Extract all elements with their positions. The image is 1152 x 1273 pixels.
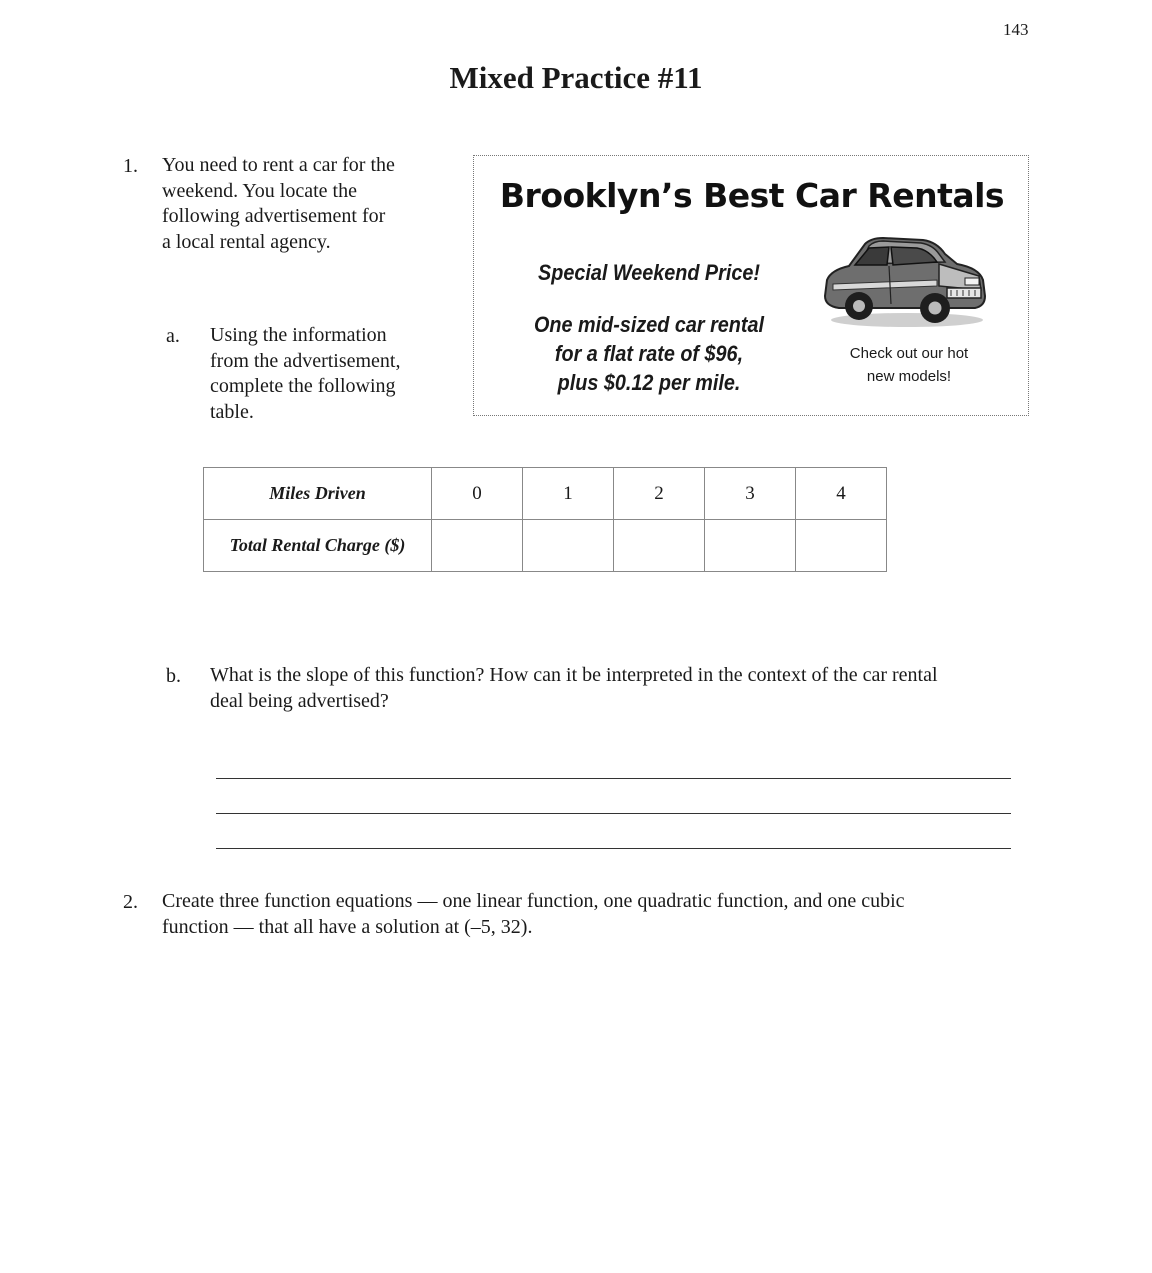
text-line: following advertisement for (162, 205, 386, 227)
miles-cell: 0 (432, 468, 523, 520)
text-line: complete the following (210, 375, 396, 397)
total-charge-header: Total Rental Charge ($) (204, 520, 432, 572)
text-line: Create three function equations — one linear function, one quadratic function, and one cubic (162, 890, 905, 912)
text-line: a local rental agency. (162, 230, 331, 253)
ad-offer (510, 310, 789, 397)
charge-cell[interactable] (705, 520, 796, 572)
table-row (204, 520, 887, 572)
part-b-letter: b. (166, 665, 181, 687)
rental-table (203, 467, 887, 572)
ad-offer-line: One mid-sized car rental (534, 312, 764, 337)
text-line: You need to rent a car for the (162, 154, 395, 176)
text-line: What is the slope of this function? How can it be interpreted in the context of the car rental (210, 664, 938, 686)
ad-special-price: Special Weekend Price! (538, 260, 760, 285)
ad-offer-line: plus $0.12 per mile. (557, 370, 741, 395)
text-line: Using the information (210, 324, 387, 346)
part-a-letter: a. (166, 325, 180, 347)
text-line: weekend. You locate the (162, 179, 357, 202)
page-title: Mixed Practice #11 (449, 60, 703, 95)
miles-cell: 3 (705, 468, 796, 520)
ad-caption-line: Check out our hot (849, 345, 969, 362)
ad-title: Brooklyn’s Best Car Rentals (499, 176, 1005, 215)
ad-offer-line: for a flat rate of $96, (554, 341, 744, 366)
charge-cell[interactable] (432, 520, 523, 572)
text-line: table. (210, 400, 254, 423)
miles-driven-header: Miles Driven (204, 468, 432, 520)
text-line: function — that all have a solution at (–5, 32). (162, 915, 533, 938)
part-b-text (210, 663, 938, 714)
ad-caption (829, 342, 989, 388)
text-line: deal being advertised? (210, 689, 389, 712)
charge-cell[interactable] (796, 520, 887, 572)
question-1-number: 1. (123, 155, 138, 177)
charge-cell[interactable] (523, 520, 614, 572)
text-line: from the advertisement, (210, 349, 401, 372)
answer-line[interactable] (216, 813, 1011, 814)
answer-line[interactable] (216, 848, 1011, 849)
question-2-text (162, 889, 905, 940)
miles-cell: 4 (796, 468, 887, 520)
page-number: 143 (1003, 20, 1029, 39)
question-2-number: 2. (123, 891, 138, 913)
ad-caption-line: new models! (866, 368, 952, 385)
part-a-text (210, 323, 401, 425)
question-1-text (162, 153, 395, 255)
advertisement-box (473, 155, 1029, 416)
answer-line[interactable] (216, 778, 1011, 779)
car-icon (819, 234, 989, 330)
miles-cell: 1 (523, 468, 614, 520)
table-row (204, 468, 887, 520)
charge-cell[interactable] (614, 520, 705, 572)
miles-cell: 2 (614, 468, 705, 520)
